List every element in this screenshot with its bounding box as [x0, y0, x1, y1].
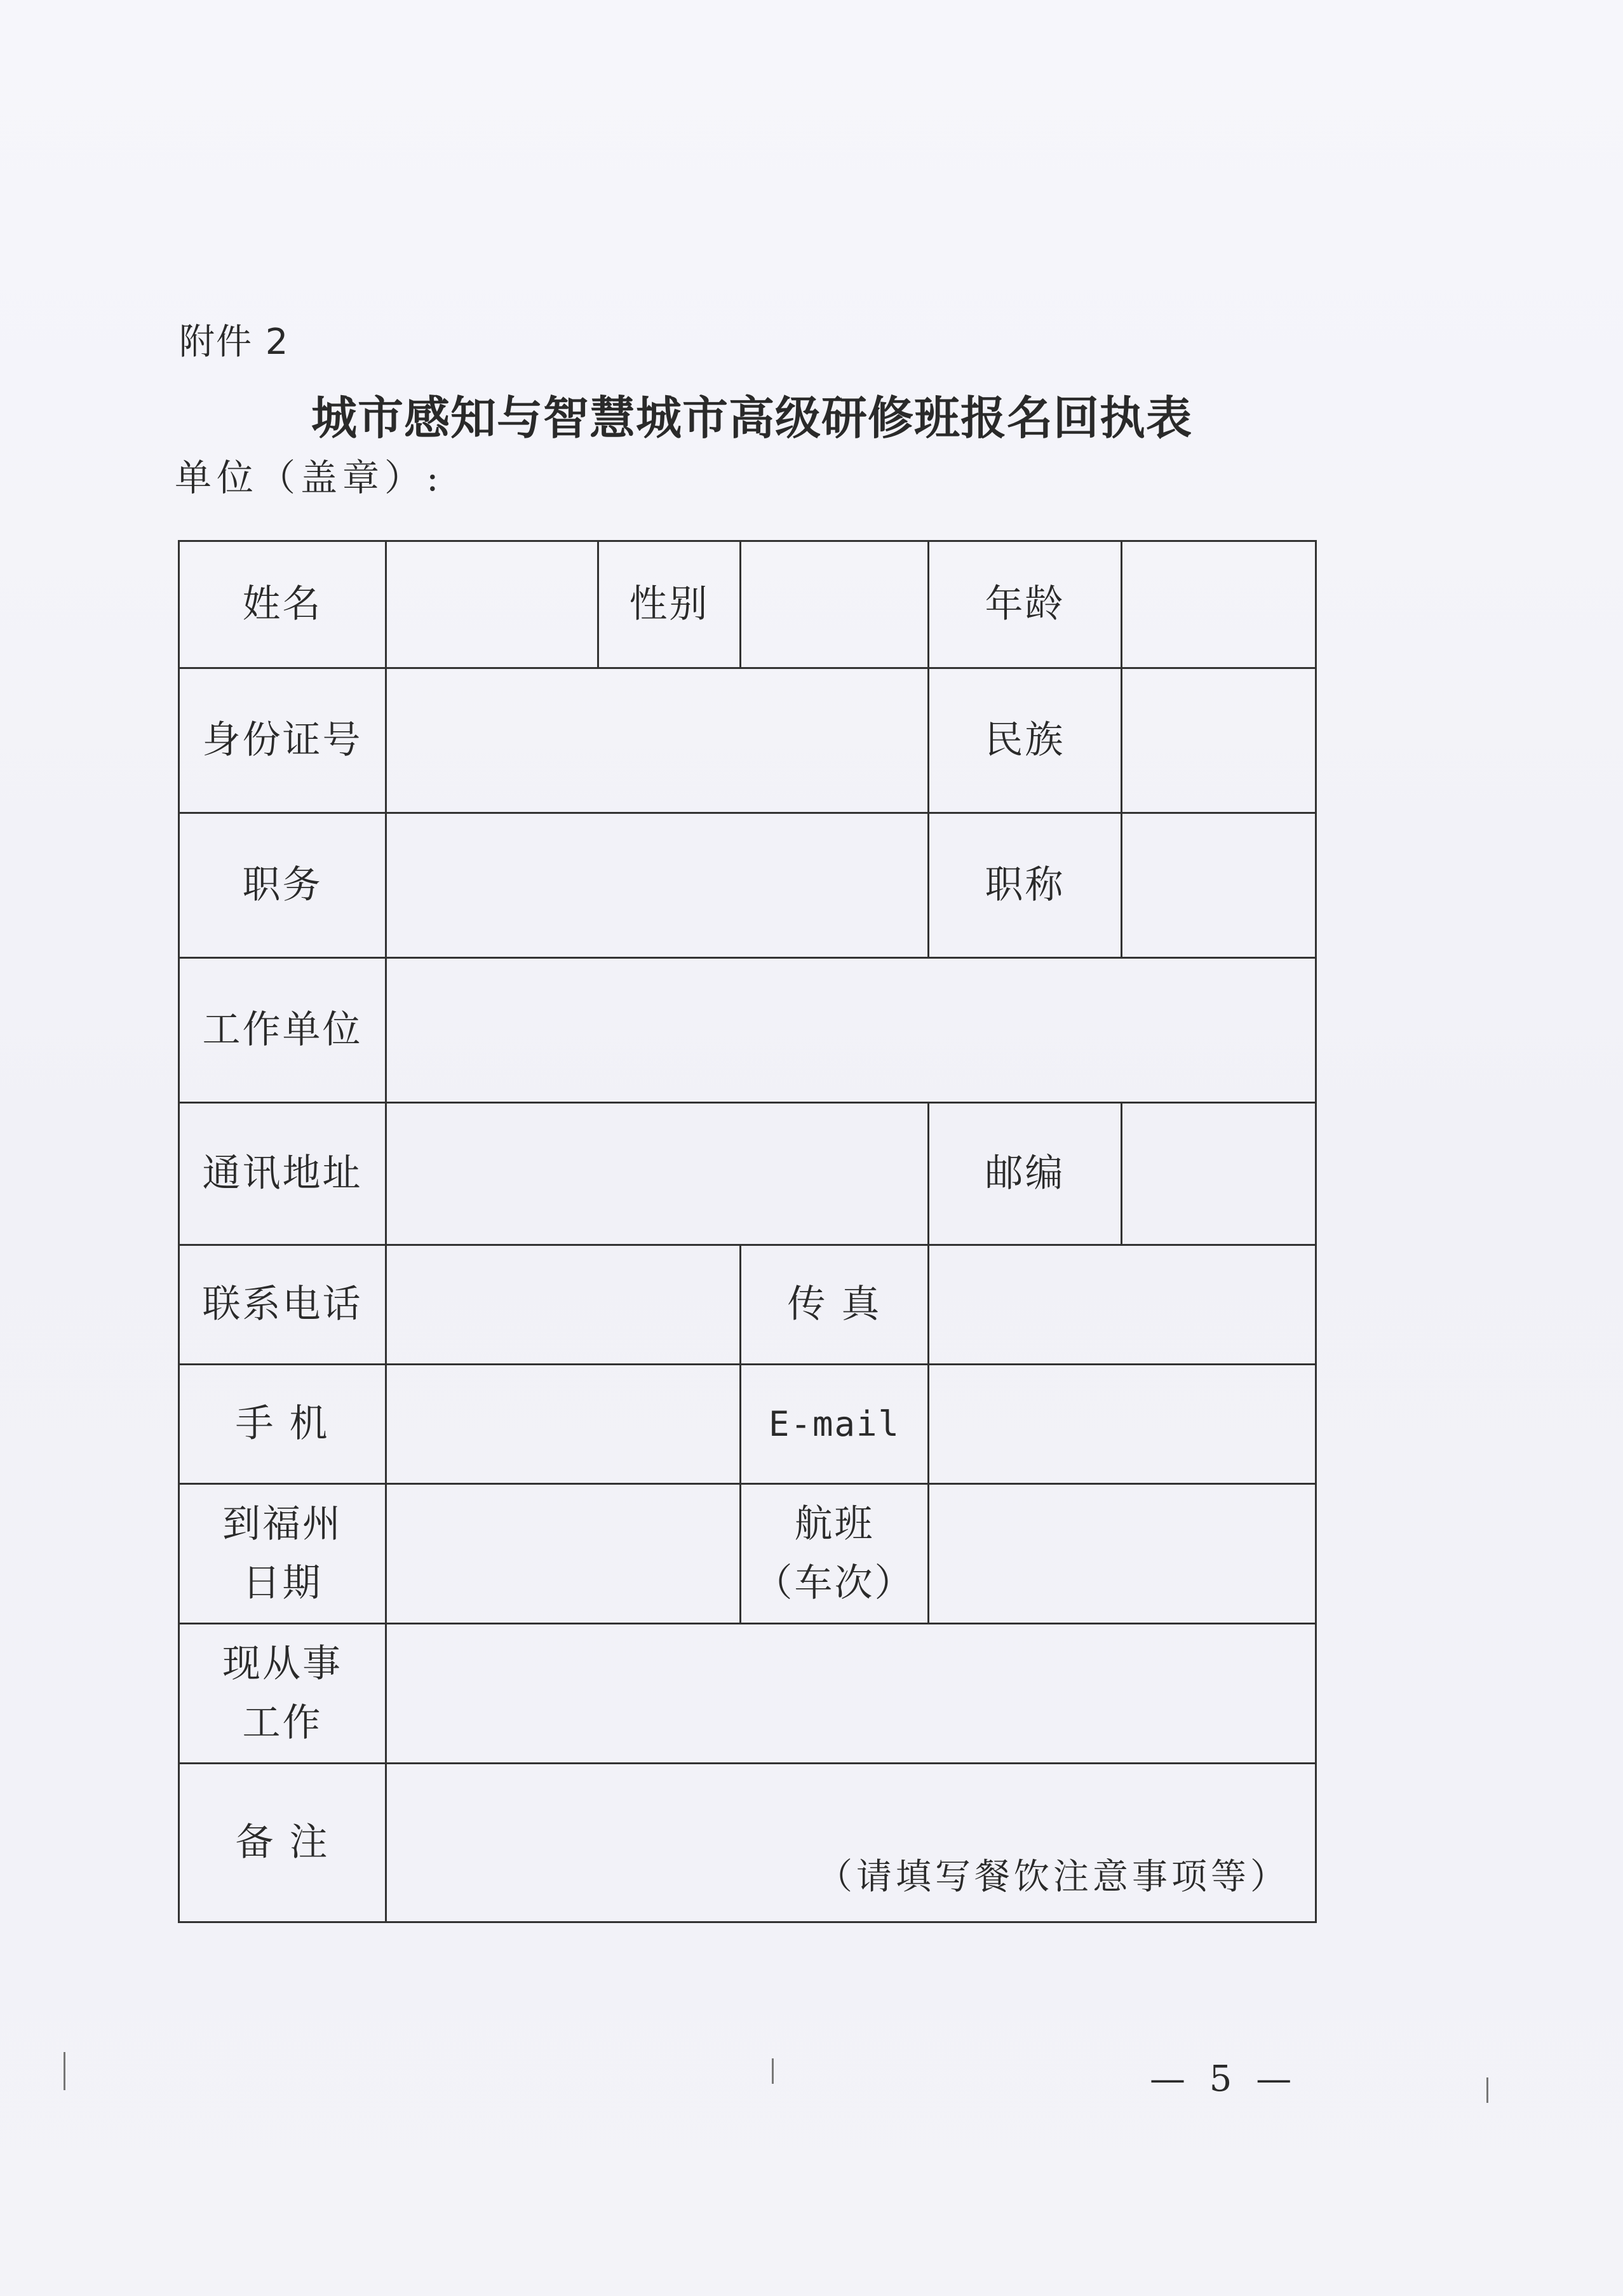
scan-mark-center	[772, 2058, 774, 2084]
current-work-label	[179, 1624, 386, 1764]
id-number-field[interactable]	[386, 668, 929, 813]
scan-mark-left	[64, 2052, 65, 2090]
flight-label-line1: 航班	[794, 1501, 875, 1546]
ethnicity-label: 民族	[929, 668, 1122, 813]
row-arrival-flight	[179, 1484, 1316, 1624]
row-remarks	[179, 1764, 1316, 1922]
row-current-work	[179, 1624, 1316, 1764]
mobile-label: 手 机	[179, 1365, 386, 1484]
flight-label-line2: （车次）	[754, 1560, 915, 1605]
phone-field[interactable]	[386, 1245, 741, 1365]
row-address-postcode	[179, 1103, 1316, 1245]
workplace-label: 工作单位	[179, 958, 386, 1103]
name-field[interactable]	[386, 541, 598, 668]
title-rank-label: 职称	[929, 813, 1122, 958]
arrival-date-label	[179, 1484, 386, 1624]
unit-seal-label: 单位（盖章）:	[175, 456, 444, 499]
name-label: 姓名	[179, 541, 386, 668]
flight-field[interactable]	[929, 1484, 1316, 1624]
address-label: 通讯地址	[179, 1103, 386, 1245]
workplace-field[interactable]	[386, 958, 1316, 1103]
page-number: — 5 —	[1150, 2058, 1298, 2100]
postcode-field[interactable]	[1122, 1103, 1316, 1245]
age-field[interactable]	[1122, 541, 1316, 668]
row-workplace	[179, 958, 1316, 1103]
email-label: E-mail	[741, 1365, 929, 1484]
current-work-field[interactable]	[386, 1624, 1316, 1764]
attachment-label: 附件 2	[179, 321, 290, 363]
ethnicity-field[interactable]	[1122, 668, 1316, 813]
address-field[interactable]	[386, 1103, 929, 1245]
registration-form-table	[178, 540, 1317, 1923]
row-mobile-email	[179, 1365, 1316, 1484]
arrival-date-field[interactable]	[386, 1484, 741, 1624]
scan-mark-right	[1486, 2077, 1488, 2103]
gender-label: 性别	[598, 541, 741, 668]
fax-field[interactable]	[929, 1245, 1316, 1365]
current-work-label-line2: 工作	[242, 1700, 323, 1745]
row-id-ethnicity	[179, 668, 1316, 813]
form-title: 城市感知与智慧城市高级研修班报名回执表	[311, 391, 1193, 445]
remarks-label: 备 注	[179, 1764, 386, 1922]
current-work-label-line1: 现从事	[222, 1641, 342, 1686]
arrival-date-label-line2: 日期	[242, 1560, 323, 1605]
arrival-date-label-line1: 到福州	[222, 1501, 342, 1546]
postcode-label: 邮编	[929, 1103, 1122, 1245]
row-position-title	[179, 813, 1316, 958]
title-rank-field[interactable]	[1122, 813, 1316, 958]
phone-label: 联系电话	[179, 1245, 386, 1365]
position-label: 职务	[179, 813, 386, 958]
row-phone-fax	[179, 1245, 1316, 1365]
row-name-gender-age	[179, 541, 1316, 668]
remarks-hint: （请填写餐饮注意事项等）	[817, 1856, 1290, 1898]
remarks-field[interactable]	[386, 1764, 1316, 1922]
age-label: 年龄	[929, 541, 1122, 668]
id-number-label: 身份证号	[179, 668, 386, 813]
mobile-field[interactable]	[386, 1365, 741, 1484]
gender-field[interactable]	[741, 541, 929, 668]
fax-label: 传 真	[741, 1245, 929, 1365]
flight-label	[741, 1484, 929, 1624]
position-field[interactable]	[386, 813, 929, 958]
email-field[interactable]	[929, 1365, 1316, 1484]
